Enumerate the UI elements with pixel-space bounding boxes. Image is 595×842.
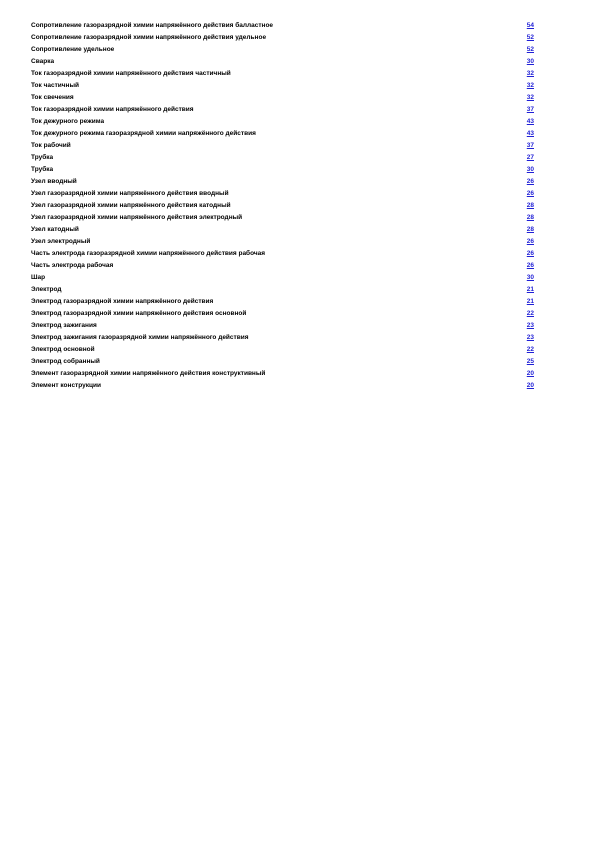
index-term: Часть электрода рабочая [31, 262, 114, 269]
index-entry-row [31, 284, 534, 296]
index-term: Электрод собранный [31, 358, 100, 365]
index-entry-row [31, 332, 534, 344]
index-entry-row [31, 248, 534, 260]
index-entry-row [31, 92, 534, 104]
index-entry-row [31, 116, 534, 128]
index-entry-row [31, 32, 534, 44]
index-page-link[interactable]: 32 [526, 82, 534, 89]
index-page-link[interactable]: 27 [526, 154, 534, 161]
index-entry-row [31, 80, 534, 92]
index-page-link[interactable]: 20 [526, 370, 534, 377]
index-term: Электрод основной [31, 346, 95, 353]
index-term: Трубка [31, 166, 54, 173]
index-page-link[interactable]: 30 [526, 58, 534, 65]
index-term: Узел катодный [31, 226, 79, 233]
index-term: Сопротивление газоразрядной химии напряжённого действия удельное [31, 34, 267, 41]
index-term: Шар [31, 274, 46, 281]
index-page-link[interactable]: 28 [526, 202, 534, 209]
index-entry-row [31, 224, 534, 236]
index-term: Ток частичный [31, 82, 80, 89]
index-term: Часть электрода газоразрядной химии напряжённого действия рабочая [31, 250, 266, 257]
index-term: Элемент газоразрядной химии напряжённого действия конструктивный [31, 370, 266, 377]
index-page-link[interactable]: 43 [526, 130, 534, 137]
index-page-link[interactable]: 26 [526, 190, 534, 197]
index-entry-row [31, 68, 534, 80]
index-entry-row [31, 104, 534, 116]
index-entry-row [31, 356, 534, 368]
index-list [31, 20, 534, 392]
index-page-link[interactable]: 26 [526, 262, 534, 269]
index-term: Узел газоразрядной химии напряжённого действия вводный [31, 190, 229, 197]
index-entry-row [31, 308, 534, 320]
index-entry-row [31, 152, 534, 164]
index-term: Узел вводный [31, 178, 77, 185]
index-page-link[interactable]: 28 [526, 226, 534, 233]
index-page-link[interactable]: 32 [526, 70, 534, 77]
index-page-link[interactable]: 21 [526, 286, 534, 293]
index-entry-row [31, 176, 534, 188]
index-page-link[interactable]: 28 [526, 214, 534, 221]
index-term: Ток рабочий [31, 142, 71, 149]
index-entry-row [31, 236, 534, 248]
index-page-link[interactable]: 37 [526, 106, 534, 113]
index-term: Ток дежурного режима [31, 118, 105, 125]
index-term: Сварка [31, 58, 55, 65]
index-term: Электрод [31, 286, 62, 293]
index-term: Электрод зажигания [31, 322, 97, 329]
index-term: Сопротивление газоразрядной химии напряжённого действия балластное [31, 22, 274, 29]
index-page-link[interactable]: 20 [526, 382, 534, 389]
index-page-link[interactable]: 32 [526, 94, 534, 101]
index-entry-row [31, 164, 534, 176]
index-page-link[interactable]: 26 [526, 238, 534, 245]
index-term: Электрод газоразрядной химии напряжённого действия основной [31, 310, 247, 317]
index-page-link[interactable]: 30 [526, 274, 534, 281]
index-entry-row [31, 272, 534, 284]
index-page-link[interactable]: 23 [526, 334, 534, 341]
index-page-link[interactable]: 21 [526, 298, 534, 305]
index-term: Сопротивление удельное [31, 46, 115, 53]
index-entry-row [31, 296, 534, 308]
index-entry-row [31, 212, 534, 224]
index-entry-row [31, 380, 534, 392]
index-entry-row [31, 140, 534, 152]
index-entry-row [31, 128, 534, 140]
index-term: Электрод зажигания газоразрядной химии напряжённого действия [31, 334, 249, 341]
index-entry-row [31, 320, 534, 332]
index-page-link[interactable]: 37 [526, 142, 534, 149]
index-term: Электрод газоразрядной химии напряжённого действия [31, 298, 214, 305]
index-entry-row [31, 344, 534, 356]
index-entry-row [31, 368, 534, 380]
index-page-link[interactable]: 26 [526, 250, 534, 257]
index-term: Ток дежурного режима газоразрядной химии напряжённого действия [31, 130, 256, 137]
index-page-link[interactable]: 52 [526, 34, 534, 41]
index-term: Элемент конструкции [31, 382, 101, 389]
index-term: Ток газоразрядной химии напряжённого действия частичный [31, 70, 231, 77]
index-term: Узел газоразрядной химии напряжённого действия электродный [31, 214, 243, 221]
index-term: Узел электродный [31, 238, 91, 245]
index-entry-row [31, 56, 534, 68]
index-page-link[interactable]: 23 [526, 322, 534, 329]
index-entry-row [31, 188, 534, 200]
index-entry-row [31, 200, 534, 212]
index-term: Узел газоразрядной химии напряжённого действия катодный [31, 202, 231, 209]
index-page-link[interactable]: 30 [526, 166, 534, 173]
index-entry-row [31, 260, 534, 272]
index-page-link[interactable]: 43 [526, 118, 534, 125]
index-term: Трубка [31, 154, 54, 161]
index-page-link[interactable]: 26 [526, 178, 534, 185]
index-entry-row [31, 44, 534, 56]
index-page-link[interactable]: 22 [526, 310, 534, 317]
index-page-link[interactable]: 52 [526, 46, 534, 53]
index-term: Ток свечения [31, 94, 74, 101]
index-page-link[interactable]: 22 [526, 346, 534, 353]
index-entry-row [31, 20, 534, 32]
index-page-link[interactable]: 54 [526, 22, 534, 29]
index-page-link[interactable]: 25 [526, 358, 534, 365]
index-term: Ток газоразрядной химии напряжённого действия [31, 106, 194, 113]
